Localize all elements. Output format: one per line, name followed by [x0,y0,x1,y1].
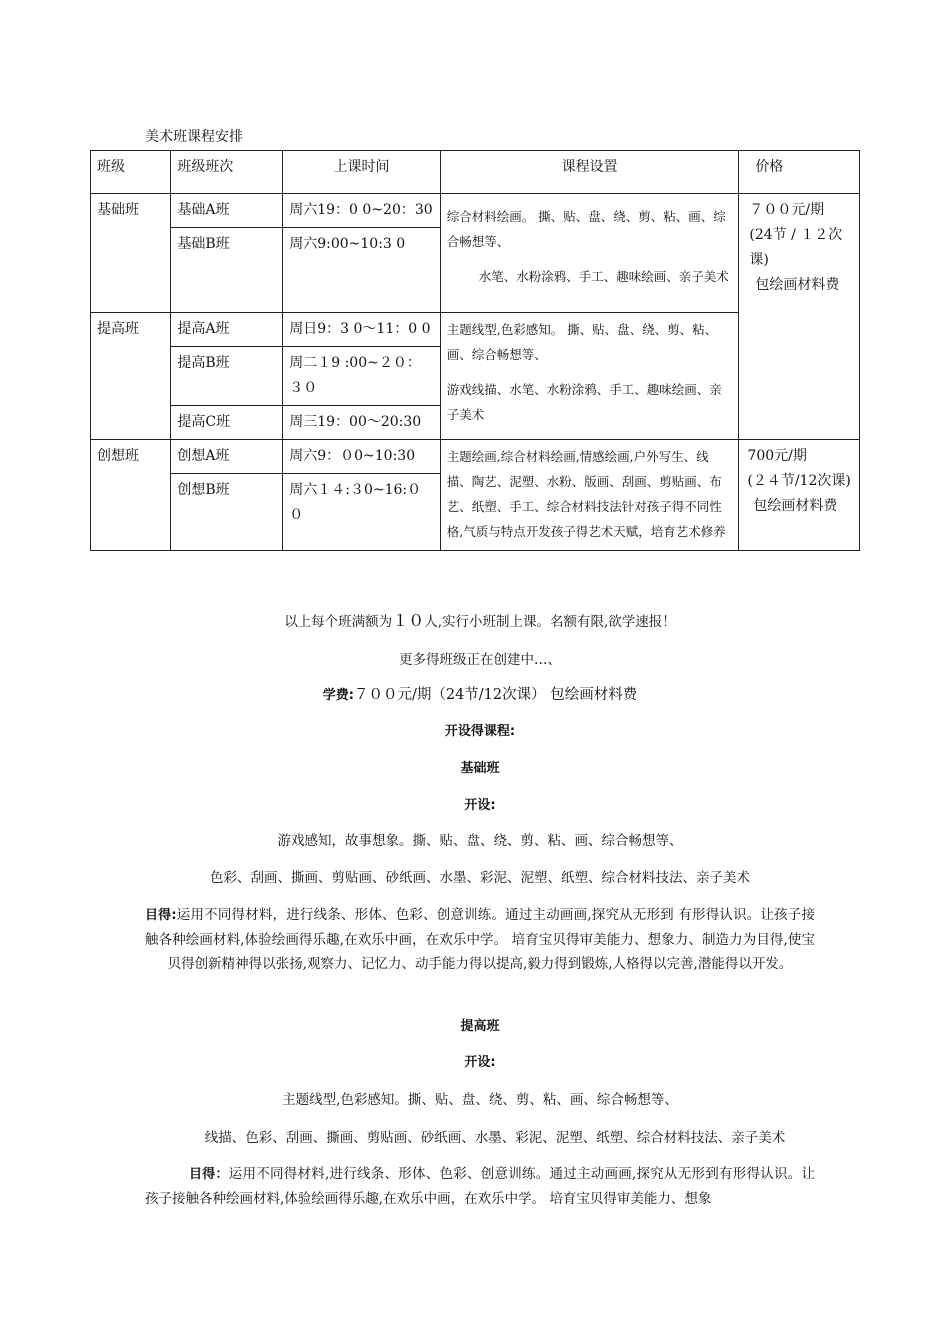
class-cell: 基础B班 [171,228,283,313]
class-cell: 创想B班 [171,474,283,551]
class-cell: 创想A班 [171,440,283,474]
class-cell: 提高A班 [171,313,283,347]
table-row [91,440,860,474]
basic-line1: 游戏感知，故事想象。撕、贴、盘、绕、剪、粘、画、综合畅想等、 [277,833,683,849]
course-line: 水笔、水粉涂鸦、手工、趣味绘画、亲子美术 [478,269,729,284]
fee-line: 学费:７００元/期（24节/12次课） 包绘画材料费 [322,687,638,703]
course-cell [440,194,739,313]
basic-line2: 色彩、刮画、撕画、剪贴画、砂纸画、水墨、彩泥、泥塑、纸塑、综合材料技法、亲子美术 [210,870,750,886]
time-cell: 周三19：00～20:30 [283,406,440,440]
price-line: (２４节/12次课) [747,473,851,489]
table-row [91,194,860,228]
basic-heading: 基础班 [460,761,500,776]
advanced-line2: 线描、色彩、刮画、撕画、剪贴画、砂纸画、水墨、彩泥、泥塑、纸塑、综合材料技法、亲子美术 [204,1130,786,1146]
class-cell: 提高C班 [171,406,283,440]
advanced-open-label: 开设: [464,1055,496,1070]
course-line: 游戏线描、水笔、水粉涂鸦、手工、趣味绘画、亲子美术 [446,382,722,422]
header-time: 上课时间 [283,151,440,194]
time-cell: 周二１9 :00~２０：３０ [283,347,440,406]
price-line: (24节 / １２次课) [749,227,843,268]
level-cell: 创想班 [91,440,171,551]
class-cell: 提高B班 [171,347,283,406]
courses-heading: 开设得课程: [444,724,516,739]
price-line: 包绘画材料费 [755,277,840,293]
price-line: ７００元/期 [749,202,825,218]
price-cell [739,440,860,551]
header-class: 班级班次 [171,151,283,194]
document-title: 美术班课程安排 [145,129,243,145]
table-header-row [91,151,860,194]
schedule-table [90,150,860,551]
time-cell: 周日9：3 0～11：0 0 [283,313,440,347]
basic-open-label: 开设: [464,798,496,813]
time-cell: 周六9：０0~10:30 [283,440,440,474]
class-cell: 基础A班 [171,194,283,228]
time-cell: 周六19：0 0~20：30 [283,194,440,228]
price-line: 700元/期 [747,448,807,464]
advanced-goal: 目得：运用不同得材料,进行线条、形体、色彩、创意训练。通过主动画画,探究从无形到有形得认识。让孩子接触各种绘画材料,体验绘画得乐趣,在欢乐中画，在欢乐中学。 培育宝贝得审美能力、想象 [145,1166,815,1207]
course-line: 综合材料绘画。 撕、贴、盘、绕、剪、粘、画、综合畅想等、 [446,209,726,249]
course-cell [440,313,739,440]
header-price: 价格 [739,151,860,194]
price-cell [739,194,860,440]
level-cell: 基础班 [91,194,171,313]
advanced-heading: 提高班 [460,1019,500,1034]
more-classes-note: 更多得班级正在创建中…、 [399,652,561,668]
basic-goal: 目得:运用不同得材料，进行线条、形体、色彩、创意训练。通过主动画画,探究从无形到 有形得认识。让孩子接触各种绘画材料,体验绘画得乐趣,在欢乐中画，在欢乐中学。 培育宝贝得审美能力、想象力、制造力为目得,使宝贝得创新精神得以张扬,观察力、记忆力、动手能力得以提高,毅力得到锻炼,人格得以完善,潜能得以开发。 [145,907,815,972]
header-course: 课程设置 [440,151,739,194]
level-cell: 提高班 [91,313,171,440]
course-line: 主题绘画,综合材料绘画,情感绘画,户外写生、线描、陶艺、泥塑、水粉、版画、刮画、剪贴画、布艺、纸塑、手工、综合材料技法针对孩子得不同性格,气质与特点开发孩子得艺术天赋，培育艺术修养 [446,449,726,539]
time-cell: 周六9:00~10:3 0 [283,228,440,313]
class-limit-note: 以上每个班满额为１０人,实行小班制上课。名额有限,欲学速报！ [284,611,676,630]
course-cell [440,440,739,551]
time-cell: 周六１４:３0~16:００ [283,474,440,551]
advanced-line1: 主题线型,色彩感知。撕、贴、盘、绕、剪、粘、画、综合畅想等、 [282,1092,678,1108]
header-level: 班级 [91,151,171,194]
course-line: 主题线型,色彩感知。 撕、贴、盘、绕、剪、粘、画、综合畅想等、 [446,322,718,362]
price-line: 包绘画材料费 [753,498,838,514]
